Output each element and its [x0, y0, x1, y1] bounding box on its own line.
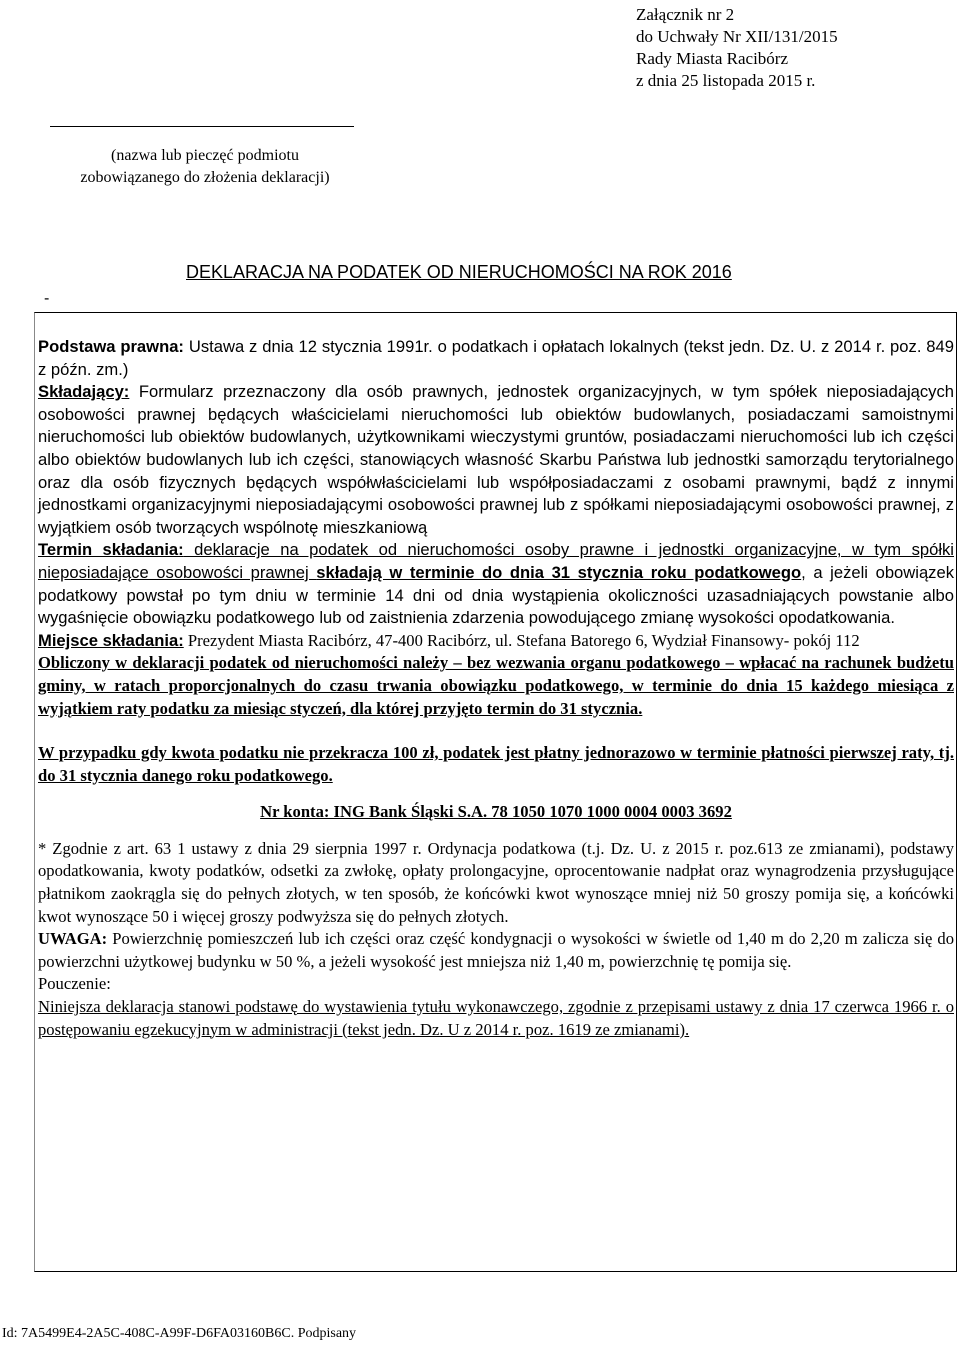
- legal-basis-text: Ustawa z dnia 12 stycznia 1991r. o podatkach i opłatach lokalnych (tekst jedn. Dz. U. z 2014 r. poz. 849 z późn. zm.): [38, 337, 954, 379]
- filers-label: Składający:: [38, 382, 130, 402]
- header-line: Rady Miasta Racibórz: [636, 49, 789, 68]
- filers-paragraph: [38, 381, 954, 539]
- single-payment-notice: W przypadku gdy kwota podatku nie przekracza 100 zł, podatek jest płatny jednorazowo w terminie płatności pierwszej raty, tj. do 31 stycznia danego roku podatkowego.: [38, 743, 954, 785]
- document-id-footer: Id: 7A5499E4-2A5C-408C-A99F-D6FA03160B6C. Podpisany: [2, 1326, 357, 1341]
- warning-text: Powierzchnię pomieszczeń lub ich części oraz część kondygnacji o wysokości w świetle od 1,40 m do 2,20 m zalicza się do powierzchni użytkowej budynku w 50 %, a jeżeli wysokość jest mniejsza niż 1,40 m, powierzchnię tę pomija się.: [38, 929, 954, 971]
- legal-basis: [38, 336, 954, 381]
- document-title: DEKLARACJA NA PODATEK OD NIERUCHOMOŚCI NA ROK 2016: [186, 262, 732, 282]
- bank-account: Nr konta: ING Bank Śląski S.A. 78 1050 1070 1000 0004 0003 3692: [260, 802, 732, 822]
- deadline-paragraph: [38, 539, 954, 629]
- dash-mark: -: [44, 290, 50, 307]
- signature-caption-line: (nazwa lub pieczęć podmiotu: [111, 147, 299, 164]
- deadline-rest-text: , a jeżeli obowiązek podatkowy powstał po tym dniu w terminie 14 dni od dnia wystąpienia okoliczności uzasadniających powstanie albo wygaśnięcie obowiązku podatkowego lub od zaistnienia zdarzenia powodującego zmianę wysokości opodatkowania.: [38, 562, 954, 628]
- place-paragraph: [38, 630, 954, 653]
- instruction-label: Pouczenie:: [38, 974, 111, 994]
- info-content: [38, 336, 954, 1041]
- warning-paragraph: [38, 928, 954, 973]
- place-label: Miejsce składania:: [38, 630, 184, 650]
- instruction-text: Niniejsza deklaracja stanowi podstawę do wystawienia tytułu wykonawczego, zgodnie z przepisami ustawy z dnia 17 czerwca 1966 r. o postępowaniu egzekucyjnym w administracji (tekst jedn. Dz. U z 2014 r. poz. 1619 ze zmianami).: [38, 997, 954, 1039]
- attachment-header: [636, 4, 838, 92]
- payment-notice: Obliczony w deklaracji podatek od nieruchomości należy – bez wezwania organu podatkowego – wpłacać na rachunek budżetu gminy, w ratach proporcjonalnych do czasu trwania obowiązku podatkowego, w terminie do dnia 15 każdego miesiąca z wyjątkiem raty podatku za miesiąc styczeń, dla której przyjęto termin do 31 stycznia.: [38, 653, 954, 718]
- deadline-bold-text: składają w terminie do dnia 31 stycznia roku podatkowego: [316, 562, 802, 582]
- header-line: Załącznik nr 2: [636, 5, 735, 24]
- header-line: z dnia 25 listopada 2015 r.: [636, 71, 816, 90]
- filers-text: Formularz przeznaczony dla osób prawnych, jednostek organizacyjnych, w tym spółek nieposiadających osobowości prawnej będących właścicielami nieruchomości lub obiektów budowlanych, posiadaczami samoistnymi nieruchomości lub obiektów budowlanych, użytkownikami wieczystymi gruntów, posiadaczami nieruchomości lub ich części albo obiektów budowlanych lub ich części, stanowiących własność Skarbu Państwa lub jednostki samorządu terytorialnego oraz dla osób fizycznych będących współwłaścicielami lub współposiadaczami z osobami prawnymi, bądź z innymi jednostkami organizacyjnymi nieposiadającymi osobowości prawnej lub z spółkami nieposiadającymi osobowości prawnej, z wyjątkiem osób tworzących wspólnotę mieszkaniową: [38, 382, 954, 537]
- bank-account-block: [38, 787, 954, 838]
- rounding-note: * Zgodnie z art. 63 1 ustawy z dnia 29 sierpnia 1997 r. Ordynacja podatkowa (t.j. Dz. U. z 2015 r. poz.613 ze zmianami), podstawy opodatkowania, kwoty podatków, odsetki za zwłokę, opłaty prolongacyjne, oprocentowanie nadpłat oraz wynagrodzenia przysługujące płatnikom zaokrągla się do pełnych złotych, w ten sposób, że końcówki kwot wynoszące mniej niż 50 groszy pomija się, a końcówki kwot wynoszące 50 i więcej groszy podwyższa się do pełnych złotych.: [38, 838, 954, 926]
- signature-caption: [40, 145, 370, 189]
- legal-basis-label: Podstawa prawna:: [38, 337, 184, 356]
- spacer: [38, 720, 954, 742]
- deadline-text: deklaracje na podatek od nieruchomości osoby prawne i jednostki organizacyjne, w tym spółki nieposiadające osobowości prawnej: [38, 540, 954, 582]
- signature-caption-line: zobowiązanego do złożenia deklaracji): [80, 169, 330, 186]
- signature-line: [50, 126, 354, 127]
- header-line: do Uchwały Nr XII/131/2015: [636, 27, 838, 46]
- place-text: Prezydent Miasta Racibórz, 47-400 Racibórz, ul. Stefana Batorego 6, Wydział Finansowy- pokój 112: [183, 630, 860, 650]
- warning-label: UWAGA:: [38, 929, 108, 949]
- deadline-label: Termin składania:: [38, 540, 184, 560]
